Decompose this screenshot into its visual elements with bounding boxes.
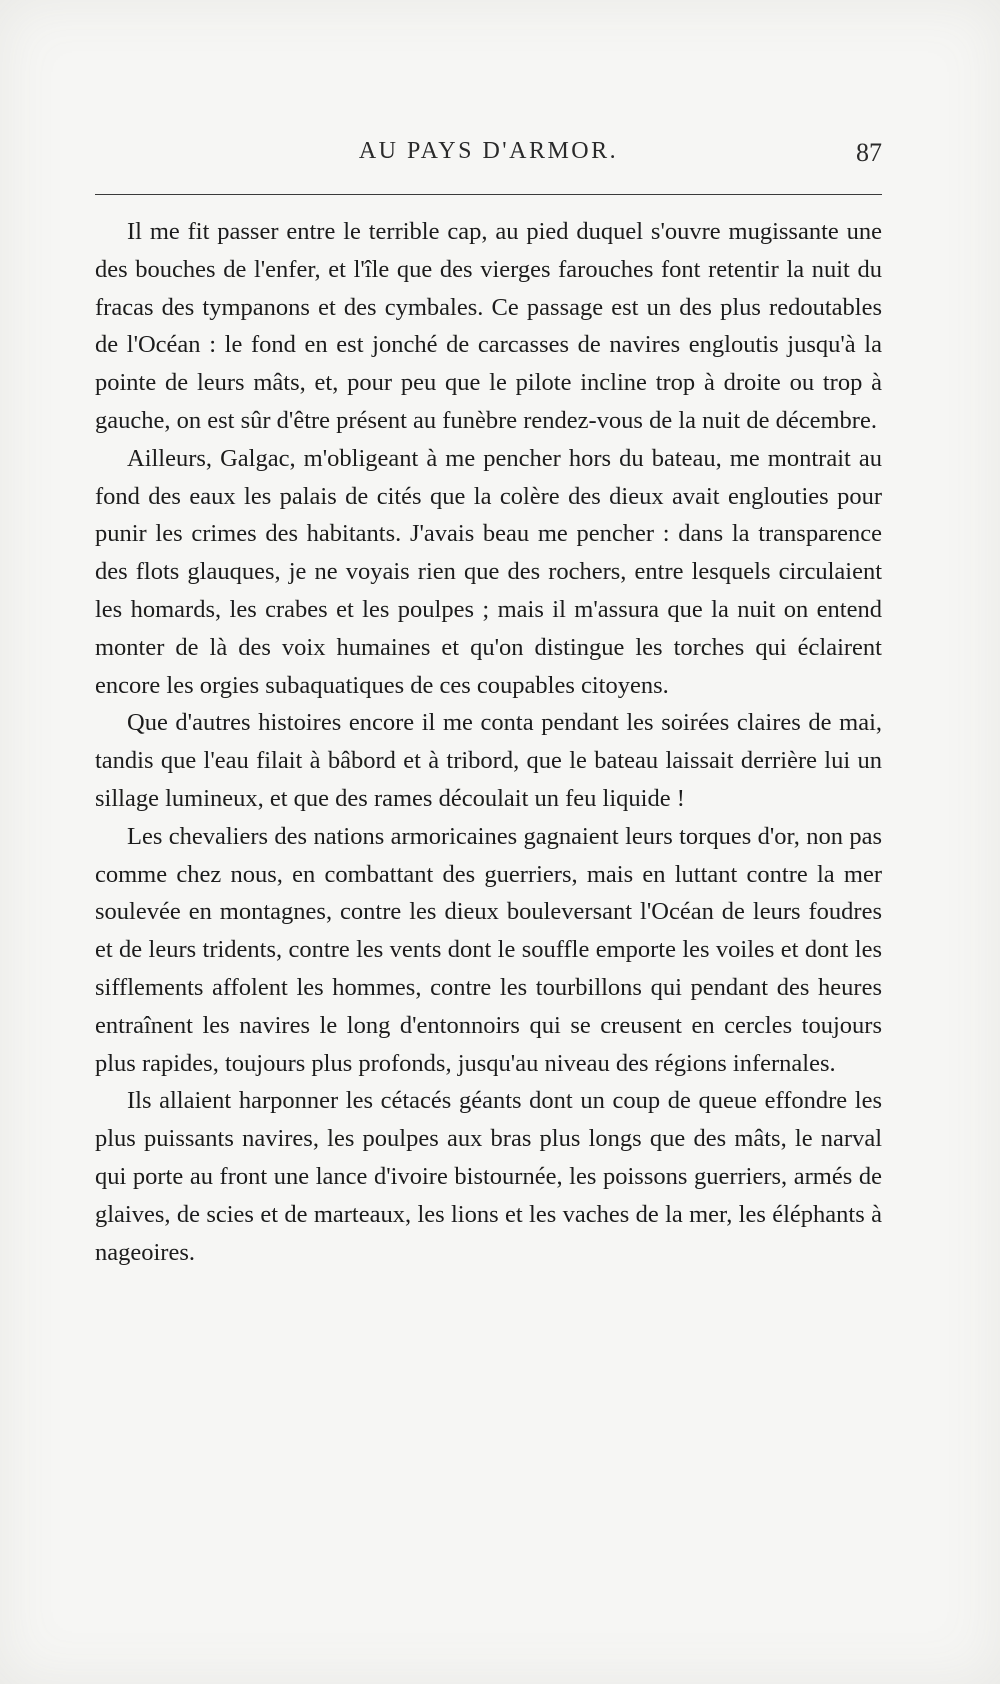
- body-text: [95, 213, 882, 1271]
- paragraph: Ils allaient harponner les cétacés géants dont un coup de queue effondre les plus puissants navires, les poulpes aux bras plus longs que des mâts, le narval qui porte au front une lance d'ivoire bistournée, les poissons guerriers, armés de glaives, de scies et de marteaux, les lions et les vaches de la mer, les éléphants à nageoires.: [95, 1087, 882, 1266]
- running-title: AU PAYS D'ARMOR.: [358, 138, 619, 164]
- paragraph: Que d'autres histoires encore il me conta pendant les soirées claires de mai, tandis que l'eau filait à bâbord et à tribord, que le bateau laissait derrière lui un sillage lumineux, et que des rames découlait un feu liquide !: [95, 709, 882, 812]
- paragraph: Il me fit passer entre le terrible cap, au pied duquel s'ouvre mugissante une des bouches de l'enfer, et l'île que des vierges farouches font retentir la nuit du fracas des tympanons et des cymbales. Ce passage est un des plus redoutables de l'Océan : le fond en est jonché de carcasses de navires engloutis jusqu'à la pointe de leurs mâts, et, pour peu que le pilote incline trop à droite ou trop à gauche, on est sûr d'être présent au funèbre rendez-vous de la nuit de décembre.: [95, 218, 882, 434]
- page-number: 87: [856, 138, 882, 167]
- paragraph: Ailleurs, Galgac, m'obligeant à me pencher hors du bateau, me montrait au fond des eaux les palais de cités que la colère des dieux avait englouties pour punir les crimes des habitants. J'avais beau me pencher : dans la transparence des flots glauques, je ne voyais rien que des rochers, entre lesquels circulaient les homards, les crabes et les poulpes ; mais il m'assura que la nuit on entend monter de là des voix humaines et qu'on distingue les torches qui éclairent encore les orgies subaquatiques de ces coupables citoyens.: [95, 444, 882, 699]
- paragraph: Les chevaliers des nations armoricaines gagnaient leurs torques d'or, non pas comme chez nous, en combattant des guerriers, mais en luttant contre la mer soulevée en montagnes, contre les dieux bouleversant l'Océan de leurs foudres et de leurs tridents, contre les vents dont le souffle emporte les voiles et dont les sifflements affolent les hommes, contre les tourbillons qui pendant des heures entraînent les navires le long d'entonnoirs qui se creusent en cercles toujours plus rapides, toujours plus profonds, jusqu'au niveau des régions infernales.: [95, 822, 882, 1077]
- header-rule: [95, 194, 882, 195]
- running-head: [95, 138, 882, 178]
